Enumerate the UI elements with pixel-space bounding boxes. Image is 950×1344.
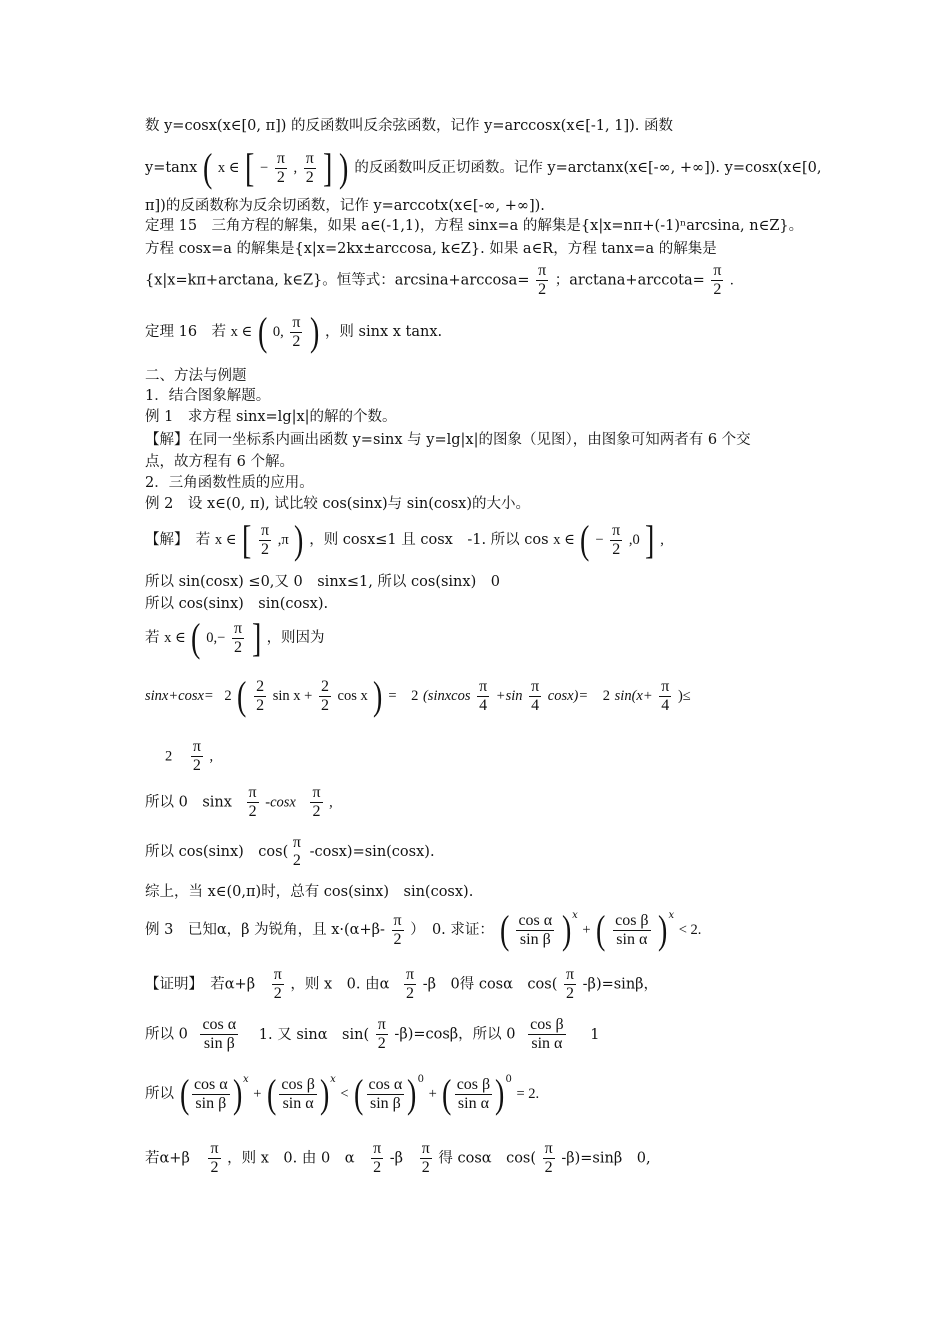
fraction-cosb-over-sina: $\frac{\text{cos β}}{\text{sin α}}$	[281, 1075, 315, 1112]
math-text: < 2.	[678, 922, 702, 938]
paren-right: )	[309, 309, 320, 354]
text-span: -cosx	[265, 794, 296, 811]
section-heading: 二、方法与例题	[145, 368, 247, 384]
text-span: ；arctana+arccota=	[554, 272, 705, 289]
text-span: ，则 cosx≤1 且 cosx -1. 所以 cos	[309, 532, 549, 548]
math-text: 0,	[272, 324, 284, 340]
fraction-pi-over-2: $\frac{\pi}{2}$	[393, 911, 402, 948]
fraction-cosa-over-sinb: $\frac{\text{cos α}}{\text{sin β}}$	[193, 1075, 228, 1112]
bracket-right: ]	[645, 517, 655, 562]
paren-left: (	[499, 907, 509, 952]
fraction-pi-over-2: $\frac{\pi}{2}$	[192, 738, 201, 774]
text-line: 例 2 设 x∈(0, π), 试比较 cos(sinx)与 sin(cosx)的大小。	[145, 496, 530, 512]
text-span: 【解】 若	[145, 532, 211, 548]
fraction-pi-over-2: $\frac{\pi}{2}$	[273, 966, 282, 1002]
text-span: 定理 16 若	[145, 324, 227, 340]
math-text: x ∈	[164, 630, 186, 646]
fraction-pi-over-2: $\frac{\pi}{2}$	[292, 313, 301, 350]
math-text: −	[260, 160, 269, 176]
fraction-sqrt2-over-2: $\frac{2}{2}$	[256, 677, 265, 714]
text-span: 1	[590, 1026, 600, 1043]
bracket-right: ]	[323, 145, 333, 190]
fraction-pi-over-2: $\frac{\pi}{2}$	[373, 1140, 382, 1176]
text-line-example2-solution: 【解】 若 x ∈ [ $\frac{\pi}{2}$ ,π ) ，则 cosx≤1 且 cosx -1. 所以 cos x ∈ ( − $\frac{\pi}{2}$ ,0 ] ,	[145, 517, 664, 562]
text-line: π])的反函数称为反余切函数，记作 y=arccotx(x∈[-∞, +∞]).	[145, 198, 545, 214]
text-line-inequality: 所以 ( $\frac{\text{cos α}}{\text{sin β}}$ )$^x$ + ( $\frac{\text{cos β}}{\text{sin α}}$ )$^x$ < ( $\frac{\text{cos α}}{\text{sin β}}$ )$^0$ + ( $\frac{\text{cos β}}{\text{sin α}}$ )$^0$ = 2.	[145, 1071, 540, 1116]
text-span: sin(x+	[614, 688, 653, 704]
text-line: 数 y=cosx(x∈[0, π]) 的反函数叫反余弦函数，记作 y=arccosx(x∈[-1, 1]). 函数	[145, 118, 673, 134]
bracket-right: ]	[251, 615, 261, 660]
text-line: 方程 cosx=a 的解集是{x|x=2kx±arccosa, k∈Z}. 如果 a∈R，方程 tanx=a 的解集是	[145, 241, 717, 257]
paren-right: )	[294, 517, 304, 562]
text-line: 【解】在同一坐标系内画出函数 y=sinx 与 y=lg|x|的图象（见图），由图象可知两者有 6 个交	[145, 432, 751, 448]
paren-left: (	[191, 615, 201, 660]
math-text: cos x	[337, 688, 368, 704]
text-line	[145, 1016, 599, 1053]
text-line: 所以 cos(sinx) sin(cosx).	[145, 596, 329, 612]
text-span: 所以	[145, 1086, 174, 1102]
text-line: 2．三角函数性质的应用。	[145, 475, 314, 491]
fraction-cosa-over-sinb: $\frac{\text{cos α}}{\text{sin β}}$	[518, 911, 553, 948]
math-text: x ∈	[230, 324, 253, 340]
math-text: =	[388, 688, 397, 704]
paren-left: (	[237, 673, 247, 718]
paren-left: (	[257, 309, 268, 354]
paren-left: (	[202, 145, 213, 190]
text-span: ，则 x 0. 由 0 α	[227, 1150, 355, 1167]
text-line: 所以 sin(cosx) ≤0,又 0 sinx≤1, 所以 cos(sinx) 0	[145, 574, 500, 590]
fraction-pi-over-2: $\frac{\pi}{2}$	[248, 784, 257, 820]
text-line: 所以 0 sinx $\frac{\pi}{2}$ -cosx $\frac{\pi}{2}$ ,	[145, 784, 333, 820]
text-span: {x|x=kπ+arctana, k∈Z}。恒等式：arcsina+arccosa=	[145, 272, 530, 289]
text-line-identities: {x|x=kπ+arctana, k∈Z}。恒等式：arcsina+arccosa= $\frac{\pi}{2}$ ；arctana+arccota= $\frac{\pi}{2}$ .	[145, 262, 734, 298]
paren-right: )	[658, 907, 668, 952]
text-span: -β	[389, 1150, 404, 1167]
fraction-pi-over-4: $\frac{\pi}{4}$	[479, 677, 488, 714]
text-span: -β)=sinβ，	[582, 976, 659, 993]
text-span: (sinxcos	[422, 688, 471, 704]
text-line-theorem-16	[145, 309, 443, 354]
text-line: 例 1 求方程 sinx=lg|x|的解的个数。	[145, 409, 397, 425]
text-span: -cosx)=sin(cosx).	[309, 844, 435, 860]
text-line: 点，故方程有 6 个解。	[145, 454, 294, 470]
fraction-pi-over-2: $\frac{\pi}{2}$	[421, 1140, 430, 1176]
text-span: -β)=cosβ，所以 0	[394, 1026, 516, 1043]
fraction-pi-over-2: $\frac{\pi}{2}$	[406, 966, 415, 1002]
text-span: 【证明】 若α+β	[145, 976, 256, 993]
fraction-cosa-over-sinb: $\frac{\text{cos α}}{\text{sin β}}$	[368, 1075, 403, 1112]
fraction-pi-over-2: π 2	[292, 834, 301, 869]
fraction-pi-over-2: $\frac{\pi}{2}$	[305, 149, 314, 186]
text-line: 综上，当 x∈(0,π)时，总有 cos(sinx) sin(cosx).	[145, 884, 474, 900]
fraction-cosb-over-sina: $\frac{\text{cos β}}{\text{sin α}}$	[530, 1016, 564, 1052]
fraction-cosa-over-sinb: $\frac{\text{cos α}}{\text{sin β}}$	[202, 1016, 237, 1052]
math-text: 2	[165, 748, 173, 765]
text-span: +sin	[495, 688, 523, 704]
math-text: x ∈	[217, 160, 240, 176]
text-line-bound: 2 $\frac{\pi}{2}$ ,	[165, 738, 214, 774]
fraction-pi-over-2: $\frac{\pi}{2}$	[544, 1140, 553, 1176]
text-line-proof	[145, 966, 658, 1003]
text-span: y=tanx	[145, 160, 198, 176]
fraction-pi-over-2: $\frac{\pi}{2}$	[538, 262, 547, 298]
fraction-pi-over-2: $\frac{\pi}{2}$	[233, 619, 243, 656]
text-span: 1. 又 sinα sin(	[258, 1026, 370, 1043]
text-span: )≤	[677, 688, 691, 704]
fraction-pi-over-4: $\frac{\pi}{4}$	[531, 677, 540, 714]
text-span: ） 0. 求证：	[410, 922, 494, 938]
text-line: 定理 15 三角方程的解集，如果 a∈(-1,1)，方程 sinx=a 的解集是{x|x=nπ+(-1)ⁿarcsina, n∈Z}。	[145, 218, 804, 234]
text-line-tan-domain	[145, 145, 822, 190]
text-span: 若α+β	[145, 1150, 190, 1167]
text-span: ，则 sinx x tanx.	[324, 324, 443, 340]
text-line	[145, 834, 435, 870]
text-line-example3: 例 3 已知α，β 为锐角，且 x·(α+β- $\frac{\pi}{2}$ ） 0. 求证： ( $\frac{\text{cos α}}{\text{sin β}}$ )$^x$ + ( $\frac{\text{cos β}}{\text{sin α}}$ )$^x$ < 2.	[145, 907, 702, 952]
text-line: 1．结合图象解题。	[145, 388, 271, 404]
paren-left: (	[580, 517, 590, 562]
text-line-case2: 若 x ∈ ( 0,− $\frac{\pi}{2}$ ] ，则因为	[145, 615, 325, 660]
fraction-pi-over-2: $\frac{\pi}{2}$	[377, 1016, 386, 1052]
math-text: = 2.	[516, 1086, 540, 1102]
text-span: 所以 0	[145, 1026, 188, 1043]
fraction-cosb-over-sina: $\frac{\text{cos β}}{\text{sin α}}$	[615, 911, 649, 948]
fraction-pi-over-2: $\frac{\pi}{2}$	[210, 1140, 219, 1176]
math-text: sin x +	[272, 688, 313, 704]
text-span: 所以 0 sinx	[145, 794, 232, 811]
text-span: 得 cosα cos(	[438, 1150, 537, 1167]
text-line-sum-identity: sinx+cosx= 2 ( $\frac{2}{2}$ sin x + $\frac{2}{2}$ cos x ) = 2 (sinxcos $\frac{\pi}{4}$ +sin $\frac{\pi}{4}$ cosx)= 2 sin(x+ $\frac{\pi}{4}$ )≤	[145, 673, 691, 718]
math-text: ,	[293, 160, 298, 176]
bracket-left: [	[245, 145, 255, 190]
text-span: 所以 cos(sinx) cos(	[145, 844, 289, 860]
fraction-pi-over-2: $\frac{\pi}{2}$	[276, 149, 285, 186]
text-span: ，则因为	[266, 630, 325, 646]
fraction-pi-over-2: $\frac{\pi}{2}$	[312, 784, 321, 820]
text-span: 若	[145, 630, 160, 646]
fraction-sqrt2-over-2: $\frac{2}{2}$	[320, 677, 329, 714]
math-text: x ∈	[214, 532, 237, 548]
paren-right: )	[561, 907, 572, 952]
fraction-pi-over-2: $\frac{\pi}{2}$	[612, 521, 621, 558]
text-span: 例 3 已知α，β 为锐角，且 x·(α+β-	[145, 922, 385, 938]
fraction-pi-over-4: $\frac{\pi}{4}$	[661, 677, 670, 714]
text-span: ，则 x 0. 由α	[290, 976, 390, 993]
text-line-case-greater	[145, 1140, 651, 1177]
text-span: -β 0得 cosα cos(	[422, 976, 558, 993]
paren-right: )	[373, 673, 383, 718]
fraction-pi-over-2: $\frac{\pi}{2}$	[565, 966, 575, 1002]
bracket-left: [	[242, 517, 252, 562]
text-span: -β)=sinβ 0,	[561, 1150, 651, 1167]
paren-right: )	[339, 145, 349, 190]
fraction-pi-over-2: $\frac{\pi}{2}$	[261, 521, 270, 558]
fraction-pi-over-2: $\frac{\pi}{2}$	[713, 262, 722, 298]
text-span: cosx)=	[547, 688, 589, 704]
paren-left: (	[596, 907, 606, 952]
text-span: 的反函数叫反正切函数。记作 y=arctanx(x∈[-∞, +∞]). y=cosx(x∈[0,	[354, 160, 822, 176]
fraction-cosb-over-sina: $\frac{\text{cos β}}{\text{sin α}}$	[456, 1075, 491, 1112]
text-span: sinx+cosx=	[145, 688, 214, 704]
